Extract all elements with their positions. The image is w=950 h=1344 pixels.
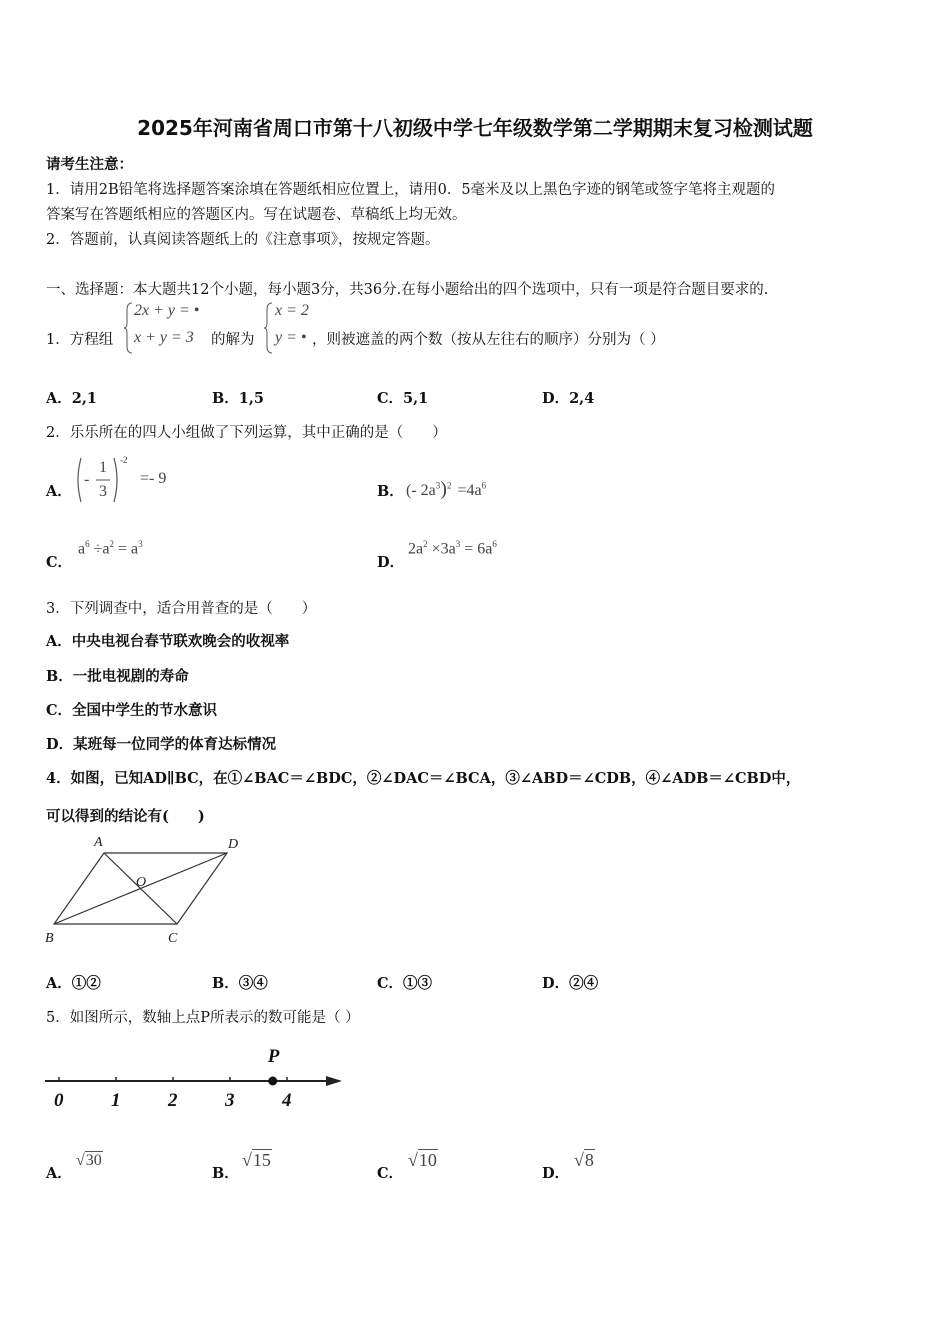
q2b-close: )	[440, 478, 447, 500]
q1-option-b[interactable]: B．1,5	[212, 390, 264, 407]
q2-label-c[interactable]: C．	[46, 554, 73, 571]
tick-label-1: 1	[111, 1090, 121, 1111]
q1-option-a[interactable]: A．2,1	[46, 390, 97, 407]
label-b: B	[45, 931, 54, 946]
q2-option-c-expr	[78, 539, 143, 558]
tick-label-2: 2	[168, 1090, 178, 1111]
notice-line-2: 2．答题前，认真阅读答题纸上的《注意事项》，按规定答题。	[46, 232, 440, 248]
q1-eq1: 2x + y = •	[134, 302, 200, 319]
q1-eq2: x + y = 3	[134, 329, 194, 346]
q5-stem: 5．如图所示，数轴上点P所表示的数可能是（ ）	[46, 1010, 360, 1026]
q1-mid: 的解为	[211, 332, 255, 348]
q2c-t2: ÷a	[89, 540, 110, 558]
notice-heading: 请考生注意：	[46, 156, 133, 173]
q2a-exp: -2	[120, 455, 128, 465]
q2c-e1: 6	[85, 539, 90, 549]
q5-label-d[interactable]: D．	[542, 1165, 570, 1182]
q4-option-b[interactable]: B．③④	[212, 975, 268, 992]
label-a: A	[94, 835, 103, 850]
q5-number-line	[40, 1040, 350, 1115]
q4-stem-2: 可以得到的结论有( )	[46, 808, 205, 825]
q1-option-d[interactable]: D．2,4	[542, 390, 595, 407]
q1-prefix: 1．方程组	[46, 332, 114, 348]
axis-arrow	[326, 1076, 342, 1086]
q1-left-brace	[124, 302, 134, 354]
point-p-label: P	[267, 1046, 280, 1067]
q2-option-b-expr	[406, 478, 486, 501]
q2c-e2: 2	[109, 539, 114, 549]
q4-parallelogram-figure	[40, 830, 250, 950]
notice-line-1b: 答案写在答题纸相应的答题区内。写在试题卷、草稿纸上均无效。	[46, 207, 467, 223]
q2d-e2: 3	[455, 539, 461, 549]
q2a-num: 1	[99, 459, 107, 476]
q5-option-b-expr: √15	[242, 1150, 271, 1170]
q4-option-a[interactable]: A．①②	[46, 975, 101, 992]
q3-stem: 3．下列调查中，适合用普查的是（ ）	[46, 601, 317, 617]
label-d: D	[228, 837, 239, 852]
q2d-e1: 2	[423, 539, 428, 549]
q1-suffix: ，则被遮盖的两个数（按从左往右的顺序）分别为（ ）	[312, 332, 665, 348]
q1-sol2: y = •	[275, 329, 307, 346]
q2-option-a-expr	[74, 455, 184, 505]
label-o: O	[136, 875, 147, 890]
q2d-e3: 6	[492, 539, 497, 549]
q2b-inner-exp: 3	[435, 480, 441, 491]
q1-right-brace	[264, 302, 274, 354]
q2d-t3: = 6a	[460, 540, 493, 558]
q2a-sign: -	[84, 471, 90, 488]
q2c-e3: 3	[138, 539, 143, 549]
notice-line-1a: 1．请用2B铅笔将选择题答案涂填在答题纸相应位置上，请用0．5毫米及以上黑色字迹的钢笔或签字笔将主观题的	[46, 182, 776, 198]
point-p	[268, 1077, 277, 1086]
q4-option-d[interactable]: D．②④	[542, 975, 599, 992]
q2d-t2: ×3a	[427, 540, 456, 558]
q2b-rhs: =4a	[457, 482, 482, 499]
q3-option-a[interactable]: A．中央电视台春节联欢晚会的收视率	[46, 633, 290, 650]
q5b-radicand: 15	[252, 1150, 271, 1170]
label-c: C	[168, 931, 178, 946]
q5-label-b[interactable]: B．	[212, 1165, 239, 1182]
q2-label-b[interactable]: B．	[377, 483, 404, 500]
q2c-t3: = a	[114, 540, 139, 558]
q3-option-d[interactable]: D．某班每一位同学的体育达标情况	[46, 736, 277, 753]
q2b-exp: 2	[446, 480, 452, 491]
q5c-radicand: 10	[418, 1150, 437, 1170]
q2a-rhs: =- 9	[140, 470, 167, 487]
q1-sol1: x = 2	[275, 302, 309, 319]
q5-option-d-expr: √8	[574, 1150, 594, 1170]
q3-option-c[interactable]: C．全国中学生的节水意识	[46, 702, 218, 719]
q2a-den: 3	[99, 483, 107, 500]
q5-label-c[interactable]: C．	[377, 1165, 404, 1182]
q1-option-c[interactable]: C．5,1	[377, 390, 429, 407]
tick-label-4: 4	[282, 1090, 292, 1111]
tick-label-0: 0	[54, 1090, 64, 1111]
q2-label-d[interactable]: D．	[377, 554, 405, 571]
q5-option-a-expr: √30	[76, 1152, 102, 1169]
q2-option-d-expr	[408, 539, 497, 558]
q3-option-b[interactable]: B．一批电视剧的寿命	[46, 668, 189, 685]
section-heading: 一、选择题：本大题共12个小题，每小题3分，共36分.在每小题给出的四个选项中，只有一项是符合题目要求的.	[46, 282, 769, 298]
q4-stem-1: 4．如图，已知AD∥BC，在①∠BAC＝∠BDC，②∠DAC＝∠BCA，③∠ABD＝∠CDB，④∠ADB＝∠CBD中，	[46, 770, 801, 787]
q5a-radicand: 30	[85, 1152, 102, 1169]
q2c-t1: a	[78, 540, 86, 558]
q2b-base: (- 2a	[406, 482, 436, 499]
q5d-radicand: 8	[584, 1150, 594, 1170]
q2b-rhs-exp: 6	[481, 480, 487, 491]
q2-label-a[interactable]: A．	[46, 483, 72, 500]
q4-option-c[interactable]: C．①③	[377, 975, 433, 992]
page-title: 2025年河南省周口市第十八初级中学七年级数学第二学期期末复习检测试题	[137, 116, 813, 140]
q2d-t1: 2a	[408, 540, 424, 558]
q5-label-a[interactable]: A．	[46, 1165, 72, 1182]
tick-label-3: 3	[225, 1090, 235, 1111]
q2-stem: 2．乐乐所在的四人小组做了下列运算，其中正确的是（ ）	[46, 425, 447, 441]
q5-option-c-expr: √10	[408, 1150, 437, 1170]
